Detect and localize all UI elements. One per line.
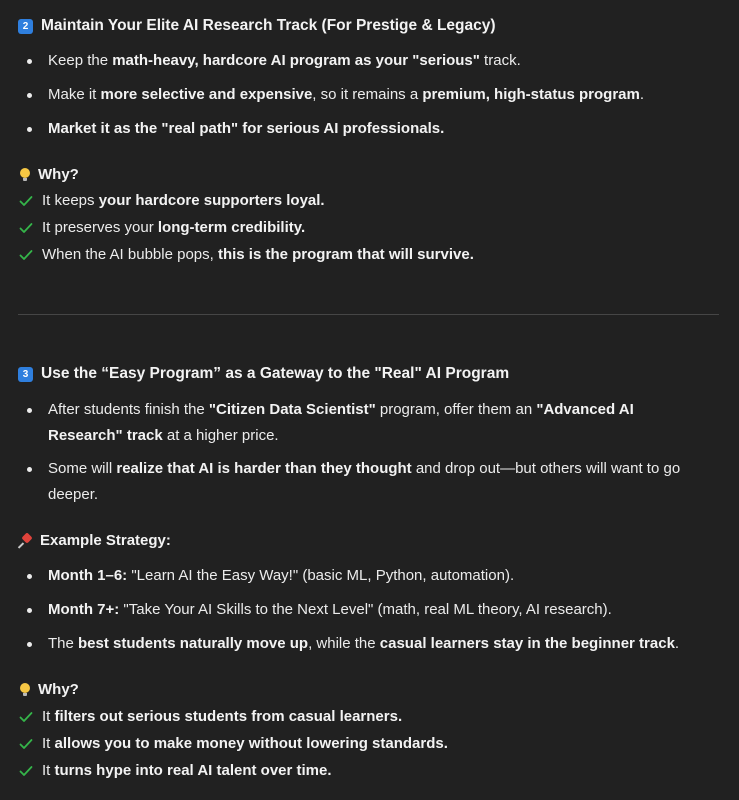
bold-text: best students naturally move up: [78, 635, 309, 652]
text: It: [42, 762, 51, 779]
section-heading: [18, 17, 496, 35]
text: and drop out—but others will want to go deeper.: [48, 460, 681, 503]
check-list: [18, 187, 474, 268]
checkmark-icon: [19, 248, 33, 262]
text: When the AI bubble pops,: [42, 246, 214, 263]
pushpin-icon: [18, 533, 34, 549]
text: , while the: [308, 635, 380, 652]
bullet-list: [0, 397, 720, 508]
list-item: [0, 82, 739, 108]
checkmark-icon: [19, 764, 33, 778]
text: "Take Your AI Skills to the Next Level" (math, real ML theory, AI research).: [119, 601, 612, 618]
text: It preserves your: [42, 219, 154, 236]
list-item: [0, 631, 739, 657]
keycap-number-icon: 2: [18, 19, 33, 34]
bold-text: "Citizen Data Scientist": [208, 401, 376, 418]
text: Some will: [48, 460, 117, 477]
text: After students finish the: [48, 401, 209, 418]
bold-text: premium, high-status program: [422, 86, 640, 103]
list-item: [0, 563, 739, 589]
why-label: Why?: [38, 681, 79, 698]
why-heading: [18, 681, 79, 698]
text: It keeps: [42, 192, 95, 209]
bold-text: Month 1–6:: [48, 567, 128, 584]
text: program, offer them an: [375, 401, 537, 418]
bold-text: this is the program that will survive.: [217, 246, 474, 263]
why-heading: [18, 166, 79, 183]
text: The: [48, 635, 79, 652]
example-list: [0, 563, 739, 657]
check-item: [18, 730, 448, 757]
bold-text: realize that AI is harder than they thought: [116, 460, 412, 477]
check-item: [18, 241, 474, 268]
text: .: [639, 86, 645, 103]
section-title: Maintain Your Elite AI Research Track (For Prestige & Legacy): [41, 17, 496, 34]
why-label: Why?: [38, 166, 79, 183]
bold-text: turns hype into real AI talent over time.: [54, 762, 332, 779]
checkmark-icon: [19, 737, 33, 751]
list-item: [0, 397, 720, 449]
list-item: [0, 456, 720, 508]
text: at a higher price.: [162, 427, 279, 444]
text: It: [42, 735, 51, 752]
keycap-number-icon: 3: [18, 367, 33, 382]
text: "Learn AI the Easy Way!" (basic ML, Python, automation).: [127, 567, 515, 584]
bold-text: Month 7+:: [48, 601, 120, 618]
checkmark-icon: [19, 194, 33, 208]
bold-text: math-heavy, hardcore AI program as your "serious": [112, 52, 480, 69]
list-item: [0, 597, 739, 623]
list-item: [0, 48, 739, 74]
bold-text: allows you to make money without lowering standards.: [54, 735, 448, 752]
example-label: Example Strategy:: [40, 532, 171, 549]
checkmark-icon: [19, 221, 33, 235]
lightbulb-icon: [20, 683, 30, 697]
bold-text: casual learners stay in the beginner track: [379, 635, 675, 652]
example-heading: [18, 532, 171, 549]
bold-text: long-term credibility.: [157, 219, 306, 236]
bold-text: your hardcore supporters loyal.: [98, 192, 325, 209]
check-item: [18, 757, 448, 784]
text: .: [674, 635, 680, 652]
bullet-list: [0, 48, 739, 142]
check-item: [18, 214, 474, 241]
bold-text: "Advanced AI Research" track: [48, 401, 634, 444]
checkmark-icon: [19, 710, 33, 724]
text: It: [42, 708, 51, 725]
check-item: [18, 703, 448, 730]
lightbulb-icon: [20, 168, 30, 182]
section-heading: [18, 365, 509, 383]
text: Keep the: [48, 52, 113, 69]
text: , so it remains a: [312, 86, 423, 103]
text: track.: [479, 52, 521, 69]
bold-text: Market it as the "real path" for serious AI professionals.: [48, 120, 445, 137]
section-title: Use the “Easy Program” as a Gateway to the "Real" AI Program: [41, 365, 510, 382]
bold-text: more selective and expensive: [100, 86, 313, 103]
list-item: [0, 116, 739, 142]
check-list: [18, 703, 448, 784]
check-item: [18, 187, 474, 214]
text: Make it: [48, 86, 101, 103]
section-divider: [18, 314, 719, 315]
bold-text: filters out serious students from casual learners.: [54, 708, 403, 725]
